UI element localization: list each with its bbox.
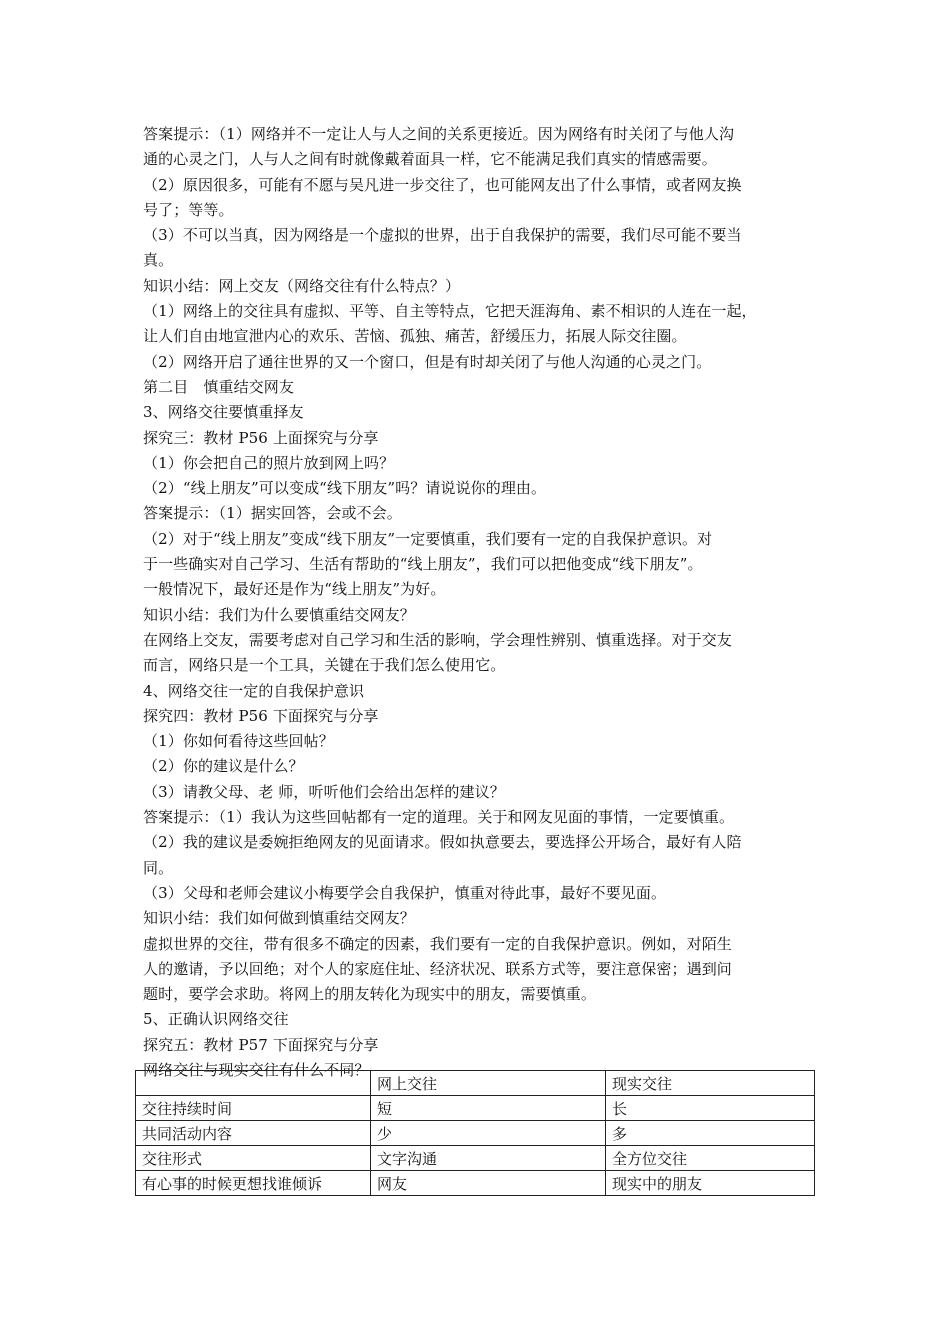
text-line: 虚拟世界的交往，带有很多不确定的因素，我们要有一定的自我保护意识。例如，对陌生 [143, 934, 732, 953]
table-cell: 交往形式 [136, 1146, 371, 1171]
section-heading: 3、网络交往要慎重择友 [143, 403, 304, 422]
table-header-cell: 网上交往 [371, 1071, 606, 1096]
text-line: （2）网络开启了通往世界的又一个窗口，但是有时却关闭了与他人沟通的心灵之门。 [143, 352, 712, 371]
answer-line: 答案提示：（1）据实回答，会或不会。 [143, 504, 402, 523]
text-line: （2）原因很多，可能有不愿与吴凡进一步交往了，也可能网友出了什么事情，或者网友换 [143, 175, 742, 194]
table-cell: 现实中的朋友 [606, 1171, 815, 1196]
text-line: 人的邀请，予以回绝；对个人的家庭住址、经济状况、联系方式等，要注意保密；遇到问 [143, 959, 732, 978]
question-line: （2）“线上朋友”可以变成“线下朋友”吗？请说说你的理由。 [143, 479, 547, 498]
table-cell: 交往持续时间 [136, 1096, 371, 1121]
section-heading: 4、网络交往一定的自我保护意识 [143, 681, 365, 700]
inquiry-title: 探究三：教材 P56 上面探究与分享 [143, 428, 379, 447]
answer-line: 同。 [143, 858, 174, 877]
table-cell: 有心事的时候更想找谁倾诉 [136, 1171, 371, 1196]
table-cell [136, 1071, 371, 1096]
text-line: 在网络上交友，需要考虑对自己学习和生活的影响，学会理性辨别、慎重选择。对于交友 [143, 630, 732, 649]
text-line: 真。 [143, 251, 174, 270]
table-row [136, 1146, 815, 1171]
table-row [136, 1121, 815, 1146]
text-line: 而言，网络只是一个工具，关键在于我们怎么使用它。 [143, 656, 506, 675]
text-line: 答案提示：（1）网络并不一定让人与人之间的关系更接近。因为网络有时关闭了与他人沟 [143, 125, 735, 143]
document-body [143, 122, 815, 1083]
section-heading: 第二目 慎重结交网友 [143, 377, 295, 396]
table-header-cell: 现实交往 [606, 1071, 815, 1096]
section-summary: 知识小结：我们为什么要慎重结交网友？ [143, 605, 415, 624]
table-header-row [136, 1071, 815, 1096]
table-cell: 文字沟通 [371, 1146, 606, 1171]
answer-line: （3）父母和老师会建议小梅要学会自我保护，慎重对待此事，最好不要见面。 [143, 883, 667, 902]
answer-line: （2）对于“线上朋友”变成“线下朋友”一定要慎重，我们要有一定的自我保护意识。对 [143, 529, 713, 548]
text-line: 号了；等等。 [143, 200, 234, 219]
text-line: （3）不可以当真，因为网络是一个虚拟的世界，出于自我保护的需要，我们尽可能不要当 [143, 226, 742, 245]
table-row [136, 1096, 815, 1121]
section-summary: 知识小结：网上交友（网络交往有什么特点？） [143, 276, 461, 295]
inquiry-title: 探究五：教材 P57 下面探究与分享 [143, 1035, 379, 1054]
table-cell: 多 [606, 1121, 815, 1146]
table-cell: 长 [606, 1096, 815, 1121]
text-line: （1）网络上的交往具有虚拟、平等、自主等特点，它把天涯海角、素不相识的人连在一起， [143, 302, 757, 321]
text-line: 题时，要学会求助。将网上的朋友转化为现实中的朋友，需要慎重。 [143, 985, 597, 1004]
text-line: 让人们自由地宣泄内心的欢乐、苦恼、孤独、痛苦，舒缓压力，拓展人际交往圈。 [143, 327, 687, 346]
question-line: （3）请教父母、老 师，听听他们会给出怎样的建议？ [143, 782, 505, 801]
question-line: 网络交往与现实交往有什么不同？ [143, 1060, 370, 1079]
table-cell: 短 [371, 1096, 606, 1121]
question-line: （1）你如何看待这些回帖？ [143, 732, 334, 751]
answer-line: 一般情况下，最好还是作为“线上朋友”为好。 [143, 580, 446, 599]
comparison-table [135, 1070, 815, 1196]
question-line: （2）你的建议是什么？ [143, 757, 304, 776]
section-summary: 知识小结：我们如何做到慎重结交网友？ [143, 909, 415, 928]
table-cell: 少 [371, 1121, 606, 1146]
answer-line: 答案提示：（1）我认为这些回帖都有一定的道理。关于和网友见面的事情，一定要慎重。 [143, 808, 735, 827]
section-heading: 5、正确认识网络交往 [143, 1010, 289, 1029]
question-line: （1）你会把自己的照片放到网上吗？ [143, 453, 395, 472]
answer-line: （2）我的建议是委婉拒绝网友的见面请求。假如执意要去，要选择公开场合，最好有人陪 [143, 833, 742, 852]
answer-line: 于一些确实对自己学习、生活有帮助的“线上朋友”，我们可以把他变成“线下朋友”。 [143, 555, 703, 574]
inquiry-title: 探究四：教材 P56 下面探究与分享 [143, 706, 379, 725]
table-cell: 全方位交往 [606, 1146, 815, 1171]
text-line: 通的心灵之门，人与人之间有时就像戴着面具一样，它不能满足我们真实的情感需要。 [143, 150, 717, 169]
table-cell: 网友 [371, 1171, 606, 1196]
table-row [136, 1171, 815, 1196]
table-cell: 共同活动内容 [136, 1121, 371, 1146]
